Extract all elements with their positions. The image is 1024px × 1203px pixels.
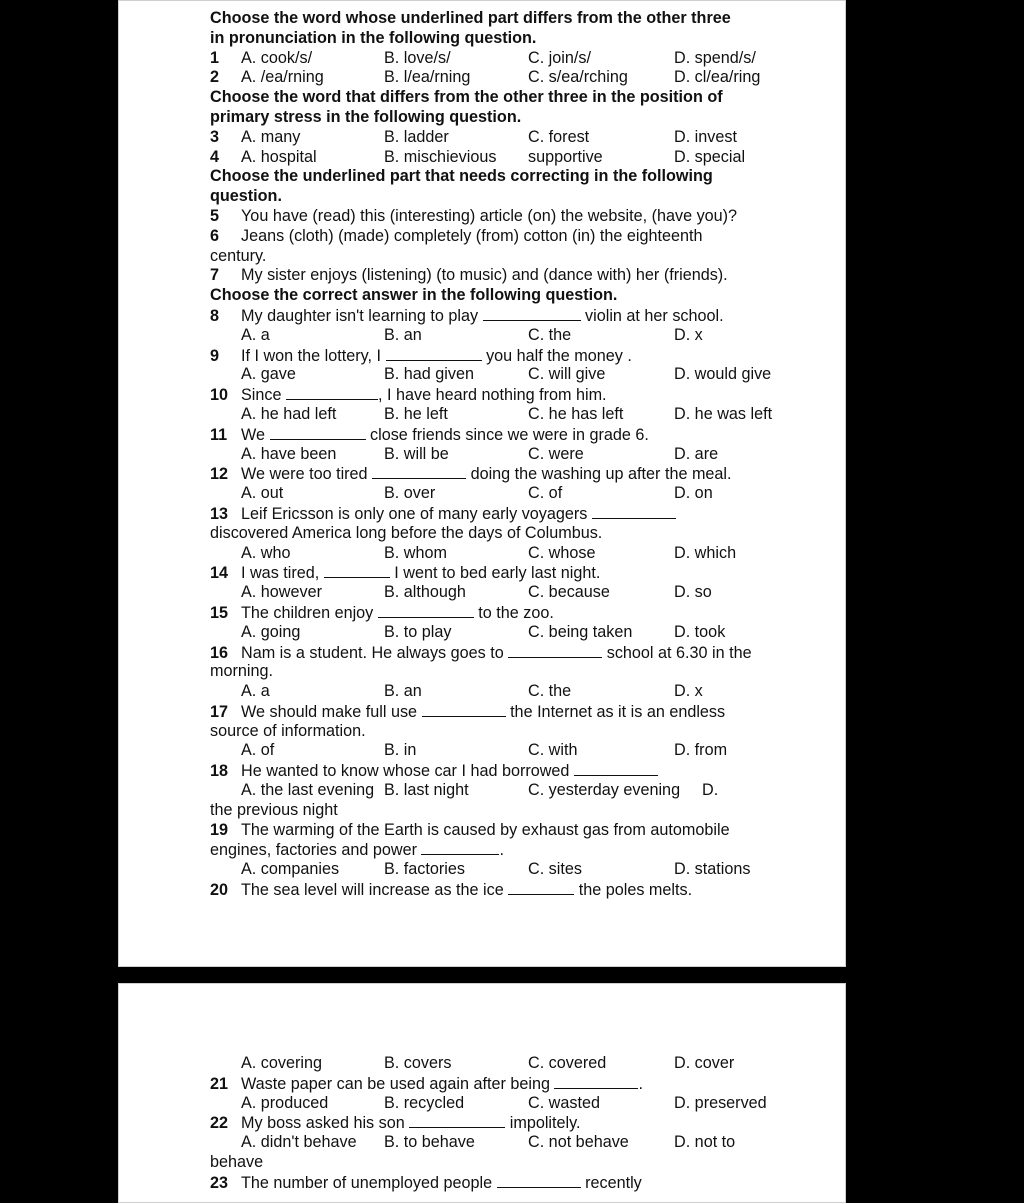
option-a: A. a <box>241 682 270 701</box>
option-b: B. over <box>384 484 436 503</box>
section-heading: Choose the underlined part that needs correcting in the following <box>210 167 713 186</box>
option-b: B. l/ea/rning <box>384 68 471 87</box>
option-b: B. last night <box>384 781 469 800</box>
question-10-options <box>210 404 773 425</box>
question-17-continuation: source of information. <box>210 721 366 740</box>
option-c: C. will give <box>528 365 606 384</box>
question-13-options <box>210 544 752 564</box>
option-a: A. the last evening <box>241 781 375 800</box>
question-9-options <box>210 365 772 385</box>
option-b: B. an <box>384 325 422 344</box>
question-14-options <box>210 583 752 603</box>
option-a: A. produced <box>241 1093 329 1112</box>
question-12: 12 We were too tired doing the washing up after the meal. <box>210 465 732 484</box>
option-c: C. sites <box>528 860 582 879</box>
question-21-options <box>210 1093 767 1114</box>
option-c: C. covered <box>528 1054 607 1072</box>
option-c: C. whose <box>528 543 596 562</box>
question-22-options <box>210 1133 736 1153</box>
question-16-continuation: morning. <box>210 662 273 681</box>
question-8-options <box>210 326 752 346</box>
question-6: 6 Jeans (cloth) (made) completely (from) cotton (in) the eighteenth <box>210 226 703 245</box>
section-heading: primary stress in the following question. <box>210 107 522 126</box>
section-heading: Choose the word that differs from the other three in the position of <box>210 88 723 107</box>
question-22: 22 My boss asked his son impolitely. <box>210 1114 581 1133</box>
question-1: 1 A. cook/s/ B. love/s/ C. join/s/ D. spend/s/ <box>210 48 756 67</box>
option-c: C. because <box>528 583 610 602</box>
option-c: C. being taken <box>528 622 633 641</box>
option-c: C. the <box>528 325 572 344</box>
answer-blank[interactable] <box>421 840 499 855</box>
worksheet-page-1 <box>118 0 846 967</box>
answer-blank[interactable] <box>483 306 581 321</box>
question-16: 16 Nam is a student. He always goes to school at 6.30 in the <box>210 643 752 662</box>
option-d: D. x <box>674 682 703 701</box>
answer-blank[interactable] <box>286 385 378 400</box>
question-13-continuation: discovered America long before the days of Columbus. <box>210 523 603 542</box>
question-22-continuation: behave <box>210 1152 264 1171</box>
option-a: A. a <box>241 325 270 344</box>
question-11: 11 We close friends since we were in grade 6. <box>210 425 649 444</box>
option-d: D. took <box>674 622 726 641</box>
option-b: B. had given <box>384 365 474 384</box>
question-14: 14 I was tired, I went to bed early last night. <box>210 564 601 583</box>
option-d: D. which <box>674 543 737 562</box>
option-d: D. on <box>674 484 713 503</box>
question-17: 17 We should make full use the Internet as it is an endless <box>210 702 726 721</box>
question-10: 10 Since , I have heard nothing from him. <box>210 386 607 405</box>
option-c: C. yesterday evening <box>528 781 681 800</box>
option-b: B. in <box>384 741 417 760</box>
option-c: C. he has left <box>528 404 624 423</box>
option-d: D. cl/ea/ring <box>674 68 761 87</box>
question-18-options <box>210 781 752 801</box>
answer-blank[interactable] <box>372 464 466 479</box>
option-a: A. who <box>241 543 291 562</box>
question-7: 7 My sister enjoys (listening) (to music) and (dance with) her (friends). <box>210 266 728 285</box>
worksheet-page-2 <box>118 983 846 1203</box>
answer-blank[interactable] <box>497 1173 581 1188</box>
option-d: D. from <box>674 741 728 760</box>
option-a: A. have been <box>241 444 337 463</box>
question-8: 8 My daughter isn't learning to play violin at her school. <box>210 306 724 325</box>
option-a: A. companies <box>241 860 340 879</box>
option-d: D. so <box>674 583 712 602</box>
option-a: A. hospital <box>241 147 317 166</box>
option-d: D. spend/s/ <box>674 48 756 67</box>
option-b: B. an <box>384 682 422 701</box>
option-c: C. the <box>528 682 572 701</box>
option-a: A. he had left <box>241 404 337 423</box>
question-18-continuation: the previous night <box>210 800 338 819</box>
option-a: A. however <box>241 583 322 602</box>
question-2: 2 A. /ea/rning B. l/ea/rning C. s/ea/rching D. cl/ea/ring <box>210 68 761 87</box>
option-d: D. x <box>674 325 703 344</box>
section-heading: Choose the correct answer in the following question. <box>210 286 618 305</box>
answer-blank[interactable] <box>592 504 676 519</box>
question-list <box>210 9 773 900</box>
question-13: 13 Leif Ericsson is only one of many early voyagers <box>210 504 752 524</box>
option-d: D. special <box>674 147 746 166</box>
option-d: D. cover <box>674 1054 735 1072</box>
option-b: B. ladder <box>384 127 449 146</box>
question-21: 21 Waste paper can be used again after being . <box>210 1074 643 1093</box>
option-c: C. were <box>528 444 584 463</box>
option-c: C. join/s/ <box>528 48 591 67</box>
option-a: A. /ea/rning <box>241 68 324 87</box>
option-d: D. not to <box>674 1133 736 1152</box>
option-c: C. with <box>528 741 578 760</box>
option-b: B. he left <box>384 404 448 423</box>
question-12-options <box>210 484 752 504</box>
option-b: B. whom <box>384 543 447 562</box>
answer-blank[interactable] <box>422 702 506 717</box>
answer-blank[interactable] <box>508 643 602 658</box>
option-a: A. out <box>241 484 284 503</box>
question-19-continuation: engines, factories and power . <box>210 841 504 860</box>
section-heading: Choose the word whose underlined part differs from the other three <box>210 9 731 27</box>
question-9: 9 If I won the lottery, I you half the money . <box>210 346 632 365</box>
question-19-options <box>210 860 752 880</box>
answer-blank[interactable] <box>554 1074 638 1089</box>
option-d: D. preserved <box>674 1093 767 1112</box>
question-list-continued <box>210 1054 767 1193</box>
question-16-options <box>210 682 752 702</box>
question-15-options <box>210 623 752 643</box>
option-c: C. not behave <box>528 1133 629 1152</box>
option-d: D. would give <box>674 365 772 384</box>
option-c: supportive <box>528 147 603 166</box>
option-a: A. didn't behave <box>241 1133 357 1152</box>
answer-blank[interactable] <box>508 880 574 895</box>
option-a: A. covering <box>241 1054 322 1072</box>
answer-blank[interactable] <box>409 1113 505 1128</box>
question-4: 4 A. hospital B. mischievious supportive D. special <box>210 147 746 166</box>
option-c: C. wasted <box>528 1093 600 1112</box>
section-heading: in pronunciation in the following question. <box>210 28 537 47</box>
option-b: B. although <box>384 583 466 602</box>
section-heading: question. <box>210 187 282 206</box>
option-b: B. love/s/ <box>384 48 451 67</box>
option-b: B. recycled <box>384 1093 465 1112</box>
option-a: A. gave <box>241 365 296 384</box>
option-a: A. many <box>241 127 301 146</box>
question-11-options <box>210 445 752 465</box>
option-b: B. factories <box>384 860 465 879</box>
option-d: D. are <box>674 444 719 463</box>
question-17-options <box>210 741 752 761</box>
option-b: B. covers <box>384 1054 452 1072</box>
question-15: 15 The children enjoy to the zoo. <box>210 603 554 622</box>
option-d: D. he was left <box>674 404 773 423</box>
question-3: 3 A. many B. ladder C. forest D. invest <box>210 127 737 146</box>
option-d: D. invest <box>674 127 737 146</box>
option-b: B. to behave <box>384 1133 475 1152</box>
option-c: C. of <box>528 484 563 503</box>
option-a: A. of <box>241 741 275 760</box>
question-20: 20 The sea level will increase as the ice the poles melts. <box>210 881 693 900</box>
answer-blank[interactable] <box>574 761 658 776</box>
option-c: C. forest <box>528 127 590 146</box>
option-a: A. cook/s/ <box>241 48 313 67</box>
question-20-options <box>210 1054 735 1074</box>
question-6-continuation: century. <box>210 246 267 265</box>
option-d: D. <box>702 781 719 800</box>
option-b: B. mischievious <box>384 147 497 166</box>
answer-blank[interactable] <box>270 425 366 440</box>
question-23: 23 The number of unemployed people recently <box>210 1173 642 1192</box>
option-b: B. will be <box>384 444 449 463</box>
answer-blank[interactable] <box>386 346 482 361</box>
answer-blank[interactable] <box>378 603 474 618</box>
question-5: 5 You have (read) this (interesting) article (on) the website, (have you)? <box>210 206 738 225</box>
option-b: B. to play <box>384 622 452 641</box>
option-a: A. going <box>241 622 301 641</box>
answer-blank[interactable] <box>324 563 390 578</box>
option-c: C. s/ea/rching <box>528 68 628 87</box>
option-d: D. stations <box>674 860 751 879</box>
question-18: 18 He wanted to know whose car I had borrowed <box>210 761 752 781</box>
question-19: 19 The warming of the Earth is caused by exhaust gas from automobile <box>210 820 730 839</box>
